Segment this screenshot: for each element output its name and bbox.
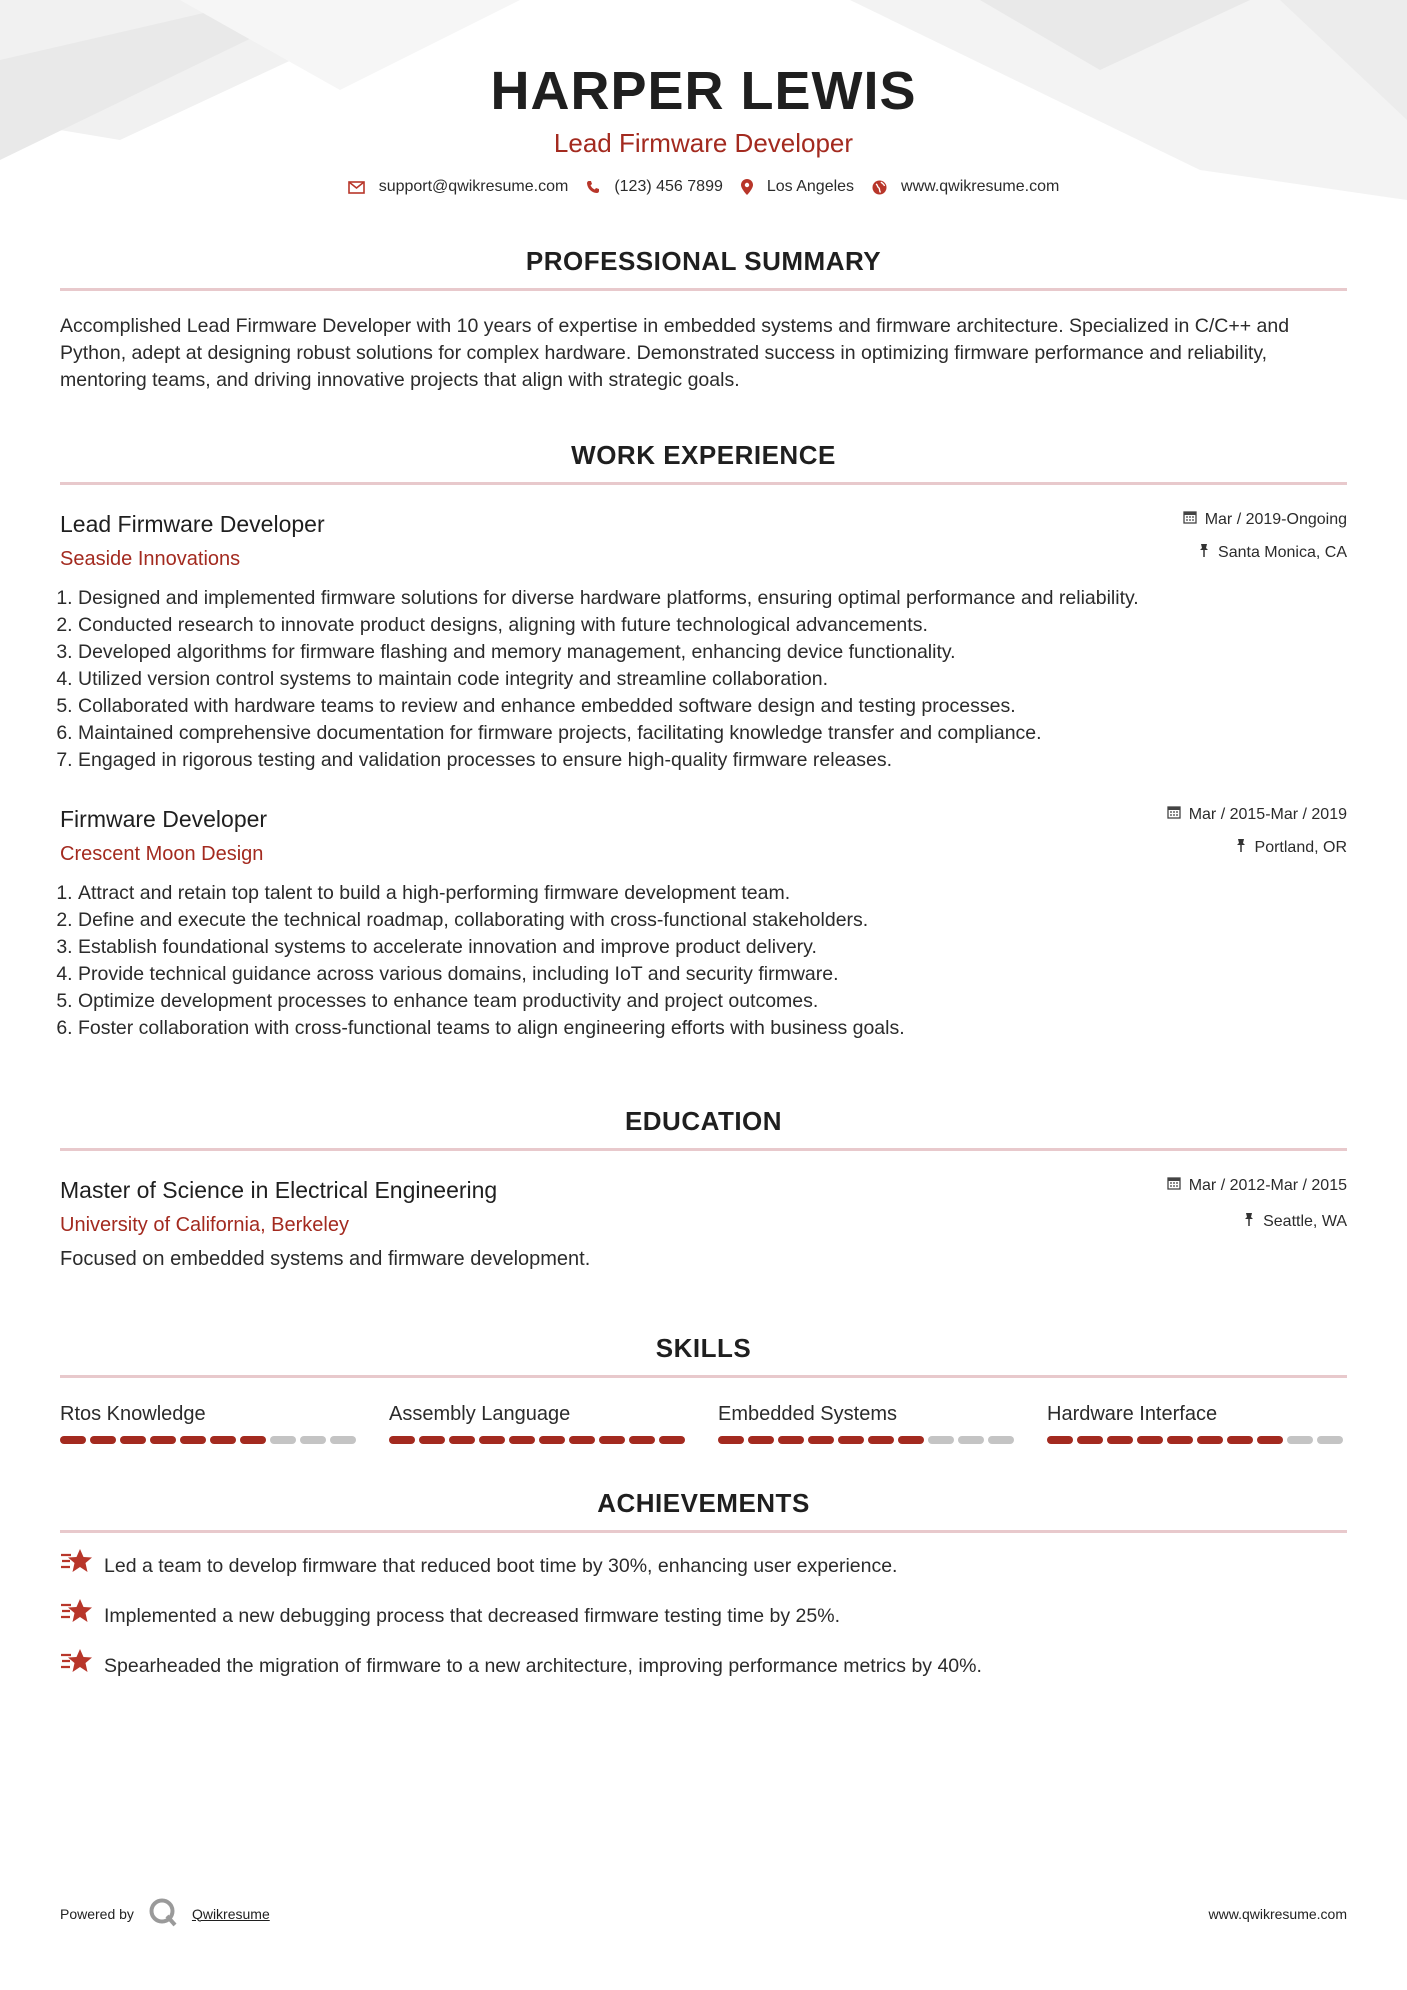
education-location: Seattle, WA [1263,1213,1347,1230]
skill-segment-empty [1287,1436,1313,1444]
job-title: Lead Firmware Developer [60,511,325,537]
achievements-heading: ACHIEVEMENTS [597,1488,810,1518]
summary-heading: PROFESSIONAL SUMMARY [525,246,882,276]
skill-segment-filled [1137,1436,1163,1444]
achievement-item [60,1548,1347,1583]
calendar-icon [1167,1175,1181,1197]
map-pin-icon [741,179,753,195]
skill-segment-filled [180,1436,206,1444]
skill-segment-empty [988,1436,1014,1444]
star-icon [60,1598,94,1633]
list-item: 6. Maintained comprehensive documentation for firmware projects, facilitating knowledge transfer and compliance. [78,720,1347,747]
contact-location [741,178,854,196]
contact-website-text: www.qwikresume.com [901,178,1060,195]
skills-heading: SKILLS [655,1333,752,1363]
powered-by-label: Powered by [60,1905,134,1922]
skill-rating [389,1436,689,1444]
education-section [60,1104,1347,1273]
contact-email[interactable] [348,178,569,196]
school-name: University of California, Berkeley [60,1214,349,1236]
list-item: 4. Utilized version control systems to maintain code integrity and streamline collaboration. [78,666,1347,693]
footer-website[interactable]: www.qwikresume.com [1208,1905,1347,1922]
pushpin-icon [1243,1211,1255,1233]
skill-segment-filled [240,1436,266,1444]
skill-segment-filled [539,1436,565,1444]
skill-name: Embedded Systems [718,1403,897,1425]
achievement-item [60,1598,1347,1633]
skill-item [389,1400,689,1444]
skill-segment-filled [569,1436,595,1444]
list-item: 7. Engaged in rigorous testing and validation processes to ensure high-quality firmware releases. [78,747,1347,774]
list-item: 3. Establish foundational systems to accelerate innovation and improve product delivery. [78,934,1347,961]
contact-location-text: Los Angeles [766,178,855,195]
skill-segment-filled [150,1436,176,1444]
skill-segment-filled [599,1436,625,1444]
list-item: 1. Attract and retain top talent to build a high-performing firmware development team. [78,880,1347,907]
skill-segment-filled [1257,1436,1283,1444]
candidate-name: HARPER LEWIS [490,61,917,121]
star-icon [60,1648,94,1683]
skill-segment-filled [629,1436,655,1444]
footer-powered [60,1897,270,1930]
star-icon [60,1548,94,1583]
skill-item [1047,1400,1347,1444]
achievement-item [60,1648,1347,1683]
skill-segment-filled [1197,1436,1223,1444]
contact-phone[interactable] [586,178,723,196]
education-entry [60,1175,1347,1273]
skill-segment-filled [1107,1436,1133,1444]
skill-segment-empty [270,1436,296,1444]
skill-segment-filled [210,1436,236,1444]
section-divider [60,288,1347,291]
skill-segment-filled [778,1436,804,1444]
pushpin-icon [1235,837,1247,859]
degree-title: Master of Science in Electrical Engineering [60,1177,498,1203]
achievement-text: Implemented a new debugging process that decreased firmware testing time by 25%. [104,1604,840,1627]
list-item: 6. Foster collaboration with cross-functional teams to align engineering efforts with business goals. [78,1015,1347,1042]
education-description: Focused on embedded systems and firmware development. [60,1248,591,1270]
job-company: Seaside Innovations [60,548,241,570]
skill-segment-filled [1167,1436,1193,1444]
calendar-icon [1167,804,1181,826]
calendar-icon [1183,509,1197,531]
skill-segment-filled [868,1436,894,1444]
achievements-section [60,1486,1347,1683]
skill-segment-empty [300,1436,326,1444]
skill-segment-filled [479,1436,505,1444]
skill-segment-filled [90,1436,116,1444]
brand-link[interactable]: Qwikresume [191,1905,270,1922]
education-dates: Mar / 2012-Mar / 2015 [1188,1177,1347,1194]
phone-icon [586,180,600,194]
contact-email-text: support@qwikresume.com [378,178,569,195]
contact-bar [60,178,1347,196]
achievement-text: Led a team to develop firmware that reduced boot time by 30%, enhancing user experience. [104,1554,898,1577]
contact-phone-text: (123) 456 7899 [614,178,723,195]
skill-rating [718,1436,1018,1444]
education-header [60,1175,1347,1239]
skill-segment-filled [60,1436,86,1444]
skill-segment-filled [449,1436,475,1444]
skill-segment-filled [748,1436,774,1444]
job-header [60,804,1347,868]
skill-rating [1047,1436,1347,1444]
qwikresume-logo-icon [148,1897,178,1930]
job-entry [60,804,1347,1042]
education-meta [1167,1175,1347,1233]
section-divider [60,1148,1347,1151]
skill-segment-filled [509,1436,535,1444]
section-divider [60,1530,1347,1533]
job-title: Firmware Developer [60,806,268,832]
job-dates: Mar / 2019-Ongoing [1204,511,1347,528]
section-divider [60,1375,1347,1378]
skills-section [60,1331,1347,1444]
education-heading: EDUCATION [624,1106,783,1136]
footer [60,1897,1347,1930]
skill-segment-filled [659,1436,685,1444]
experience-heading: WORK EXPERIENCE [571,440,836,470]
skill-segment-filled [389,1436,415,1444]
job-location: Portland, OR [1254,839,1347,856]
summary-text: Accomplished Lead Firmware Developer with 10 years of expertise in embedded systems and firmware architecture. Specialized in C/C++ and Python, adept at designing robust solutions for complex hardware. Demonstrated success in optimizing firmware performance and reliability, mentoring teams, and driving innovative projects that align with strategic goals. [60,315,1290,391]
skills-grid [60,1400,1347,1444]
job-meta [1183,509,1347,564]
skill-item [718,1400,1018,1444]
section-divider [60,482,1347,485]
skill-item [60,1400,360,1444]
candidate-title: Lead Firmware Developer [553,128,854,158]
skill-segment-filled [898,1436,924,1444]
skill-segment-filled [1227,1436,1253,1444]
skill-name: Hardware Interface [1047,1403,1218,1425]
job-entry [60,509,1347,774]
skill-segment-filled [1077,1436,1103,1444]
experience-section [60,438,1347,1042]
skill-segment-empty [958,1436,984,1444]
skill-segment-filled [718,1436,744,1444]
job-bullets [60,880,1347,1042]
skill-segment-filled [838,1436,864,1444]
skill-segment-filled [419,1436,445,1444]
skill-rating [60,1436,360,1444]
job-company: Crescent Moon Design [60,843,264,865]
skill-segment-empty [1317,1436,1343,1444]
skill-segment-filled [120,1436,146,1444]
job-meta [1167,804,1347,859]
list-item: 5. Collaborated with hardware teams to review and enhance embedded software design and testing processes. [78,693,1347,720]
skill-name: Rtos Knowledge [60,1403,206,1425]
pushpin-icon [1198,542,1210,564]
globe-icon [872,180,887,195]
job-location: Santa Monica, CA [1218,544,1347,561]
list-item: 2. Define and execute the technical roadmap, collaborating with cross-functional stakeholders. [78,907,1347,934]
list-item: 2. Conducted research to innovate product designs, aligning with future technological advancements. [78,612,1347,639]
skill-segment-empty [330,1436,356,1444]
list-item: 4. Provide technical guidance across various domains, including IoT and security firmware. [78,961,1347,988]
job-dates: Mar / 2015-Mar / 2019 [1188,806,1347,823]
list-item: 1. Designed and implemented firmware solutions for diverse hardware platforms, ensuring optimal performance and reliability. [78,585,1347,612]
job-header [60,509,1347,573]
envelope-icon [348,181,365,194]
contact-website[interactable] [872,178,1059,196]
skill-segment-empty [928,1436,954,1444]
skill-segment-filled [1047,1436,1073,1444]
achievement-text: Spearheaded the migration of firmware to a new architecture, improving performance metrics by 40%. [104,1654,982,1677]
skill-segment-filled [808,1436,834,1444]
summary-section [60,244,1347,394]
job-bullets [60,585,1347,774]
list-item: 5. Optimize development processes to enhance team productivity and project outcomes. [78,988,1347,1015]
list-item: 3. Developed algorithms for firmware flashing and memory management, enhancing device functionality. [78,639,1347,666]
skill-name: Assembly Language [389,1403,571,1425]
